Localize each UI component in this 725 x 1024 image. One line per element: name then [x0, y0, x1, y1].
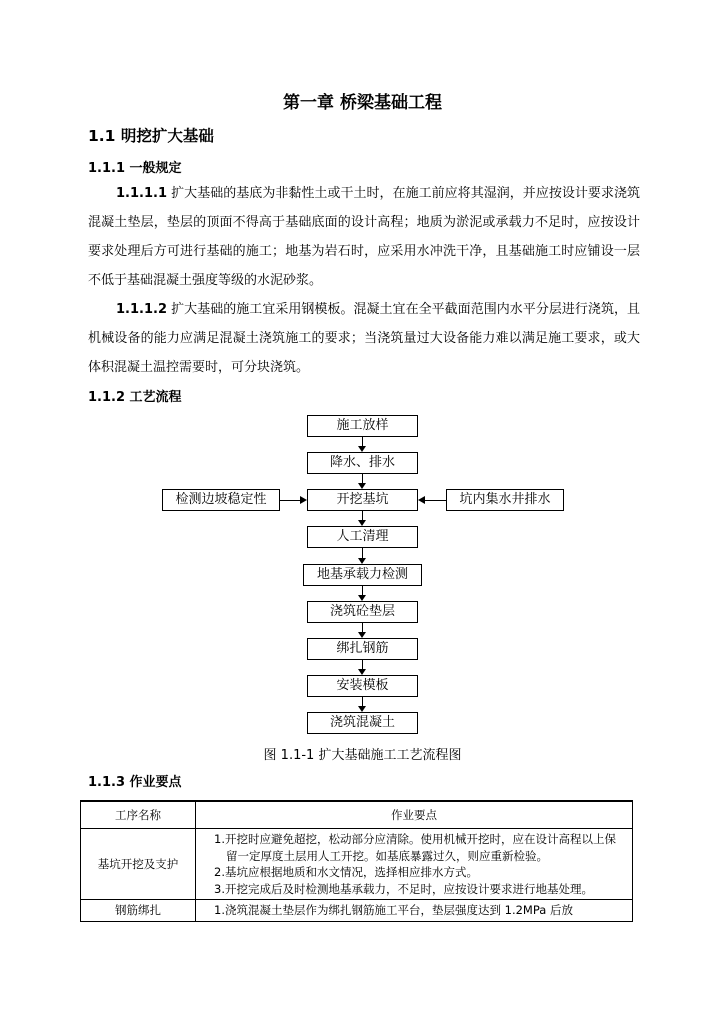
flow-step-excavation: 开挖基坑 — [307, 489, 418, 511]
paragraph-1-1-1-1 — [88, 179, 640, 295]
flow-step-formwork: 安装模板 — [307, 675, 418, 697]
flow-connector — [362, 660, 363, 669]
table-header-cell: 工序名称 — [81, 801, 196, 829]
flow-step-manual-cleaning: 人工清理 — [307, 526, 418, 548]
flow-connector — [280, 500, 300, 501]
flow-step-survey: 施工放样 — [307, 415, 418, 437]
table-header-row — [81, 801, 633, 829]
figure-caption: 图 1.1-1 扩大基础施工工艺流程图 — [263, 748, 462, 763]
flow-connector — [362, 623, 363, 632]
flow-step-cushion: 浇筑砼垫层 — [307, 601, 418, 623]
procedure-points — [196, 829, 633, 900]
table-header-cell: 作业要点 — [196, 801, 633, 829]
flow-connector — [362, 697, 363, 706]
paragraph-text: 扩大基础的施工宜采用钢模板。混凝土宜在全平截面范围内水平分层进行浇筑，且机械设备的能力应满足混凝土浇筑施工的要求；当浇筑量过大设备能力难以满足施工要求，或大体积混凝土温控需要时，可分块浇筑。 — [88, 302, 640, 375]
procedure-name: 钢筋绑扎 — [81, 900, 196, 922]
flow-connector — [362, 586, 363, 595]
flow-connector — [362, 437, 363, 446]
flow-connector — [362, 548, 363, 558]
paragraph-number: 1.1.1.1 — [116, 186, 167, 201]
table-row — [81, 829, 633, 900]
flow-connector — [362, 511, 363, 520]
chapter-title: 第一章 桥梁基础工程 — [283, 93, 442, 113]
flow-step-bearing-test: 地基承载力检测 — [303, 564, 422, 586]
arrow-right-icon — [300, 496, 307, 504]
table-row — [81, 900, 633, 922]
flow-step-concrete: 浇筑混凝土 — [307, 712, 418, 734]
flow-step-rebar: 绑扎钢筋 — [307, 638, 418, 660]
flow-side-slope-check: 检测边坡稳定性 — [162, 489, 280, 511]
paragraph-number: 1.1.1.2 — [116, 302, 167, 317]
operation-points-table — [80, 800, 633, 922]
procedure-points — [196, 900, 633, 922]
list-item: 1.浇筑混凝土垫层作为绑扎钢筋施工平台，垫层强度达到 1.2MPa 后放 — [214, 903, 573, 917]
arrow-left-icon — [418, 496, 425, 504]
section-heading: 1.1 明挖扩大基础 — [88, 127, 214, 145]
flow-side-sump-drainage: 坑内集水井排水 — [446, 489, 564, 511]
paragraph-text: 扩大基础的基底为非黏性土或干土时，在施工前应将其湿润，并应按设计要求浇筑混凝土垫层，垫层的顶面不得高于基础底面的设计高程；地质为淤泥或承载力不足时，应按设计要求处理后方可进行基础的施工；地基为岩石时，应采用水冲洗干净，且基础施工时应铺设一层不低于基础混凝土强度等级的水泥砂浆。 — [88, 186, 640, 288]
list-item: 2.基坑应根据地质和水文情况，选择相应排水方式。 — [214, 865, 478, 879]
flow-step-dewatering: 降水、排水 — [307, 452, 418, 474]
flow-connector — [362, 474, 363, 483]
list-item: 3.开挖完成后及时检测地基承载力，不足时，应按设计要求进行地基处理。 — [214, 881, 593, 896]
flow-connector — [425, 500, 446, 501]
subsection-heading-process: 1.1.2 工艺流程 — [88, 390, 182, 405]
subsection-heading-key-points: 1.1.3 作业要点 — [88, 775, 182, 790]
procedure-name: 基坑开挖及支护 — [81, 829, 196, 900]
list-item: 1.开挖时应避免超挖，松动部分应清除。使用机械开挖时，应在设计高程以上保留一定厚度土层用人工开挖。如基底暴露过久，则应重新检验。 — [214, 832, 616, 863]
paragraph-1-1-1-2 — [88, 295, 640, 382]
subsection-heading-general: 1.1.1 一般规定 — [88, 161, 182, 176]
